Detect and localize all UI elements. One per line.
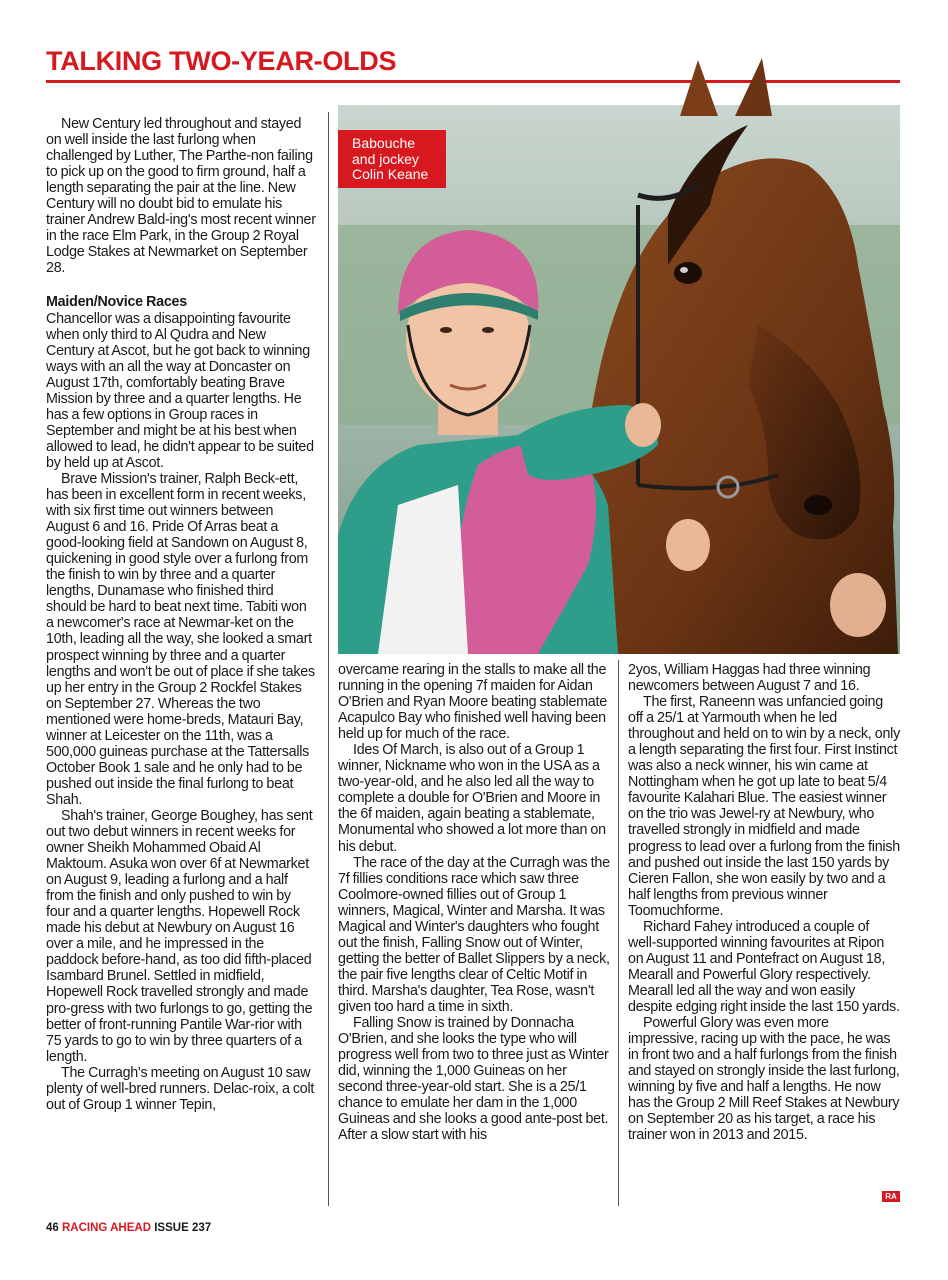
headline: TALKING TWO-YEAR-OLDS bbox=[46, 46, 397, 76]
caption-line: Colin Keane bbox=[352, 166, 429, 182]
page-footer bbox=[46, 1222, 211, 1234]
subheading: Maiden/Novice Races bbox=[46, 294, 187, 311]
horse-ears-overflow bbox=[640, 56, 800, 116]
paragraph: Chancellor was a disappointing favourite when only third to Al Qudra and New Century at Ascot, but he got back to winning ways with an all the way at Doncaster on August 17th, comfortably beating Brave Mission by three and a quarter lengths. He has a few options in Group races in September and might be at his best when allowed to lead, he didn't appear to be suited by held up at Ascot. bbox=[46, 310, 314, 471]
article-column-1 bbox=[46, 116, 316, 1113]
paragraph: Richard Fahey introduced a couple of well-supported winning favourites at Ripon on August 11 and Pontefract on August 18, Mearall and Powerful Glory respectively. Mearall led all the way and won easily despite edging right inside the last 150 yards. bbox=[628, 918, 900, 1015]
ra-end-mark-icon: RA bbox=[882, 1191, 900, 1202]
paragraph: The Curragh's meeting on August 10 saw plenty of well-bred runners. Delac-roix, a colt out of Group 1 winner Tepin, bbox=[46, 1064, 315, 1113]
paragraph: Powerful Glory was even more impressive, racing up with the pace, he was in front two and a half furlongs from the finish and stayed on strongly inside the last furlong, winning by five and half a lengths. He now has the Group 2 Mill Reef Stakes at Newbury on September 20 as his target, a race his trainer won in 2013 and 2015. bbox=[628, 1015, 900, 1144]
spacer bbox=[46, 276, 316, 294]
paragraph: Shah's trainer, George Boughey, has sent out two debut winners in recent weeks for owner Sheikh Mohammed Obaid Al Maktoum. Asuka won over 6f at Newmarket on August 9, leading a furlong and a half from the finish and only pushed to win by four and a quarter lengths. Hopewell Rock made his debut at Newbury on August 16 over a mile, and he impressed in the paddock before-hand, as too did fifth-placed Isambard Brunel. Settled in midfield, Hopewell Rock travelled strongly and made pro-gress with two furlongs to go, getting the better of front-running Pantile War-rior with 75 yards to go to win by three quarters of a length. bbox=[46, 807, 313, 1065]
paragraph: New Century led throughout and stayed on well inside the last furlong when challenged by Luther, The Parthe-non failing to pick up on the good to firm ground, half a length separating the pair at the line. New Century will no doubt bid to emulate his trainer Andrew Bald-ing's most recent winner in the race Elm Park, in the Group 2 Royal Lodge Stakes at Newmarket on September 28. bbox=[46, 116, 316, 277]
column-divider bbox=[328, 112, 329, 1206]
page-number: 46 bbox=[46, 1222, 59, 1234]
paragraph: Brave Mission's trainer, Ralph Beck-ett, has been in excellent form in recent weeks, with six first time out winners between August 6 and 16. Pride Of Arras beat a good-looking field at Sandown on August 8, quickening in good style over a furlong from the finish to win by three and a quarter lengths, Dunamase who finished third should be hard to beat next time. Tabiti won a newcomer's race at Newmar-ket on the 10th, leading all the way, she looked a smart prospect winning by three and a quarter lengths and won't be out of place if she takes up her entry in the Group 2 Rockfel Stakes on September 27. Whereas the two mentioned were home-breds, Matauri Bay, winner at Leicester on the 11th, was a 500,000 guineas purchase at the Tattersalls October Book 1 sale and he only had to be pushed out inside the final furlong to beat Shah. bbox=[46, 470, 315, 808]
issue-number: ISSUE 237 bbox=[154, 1222, 212, 1234]
publication-name: RACING AHEAD bbox=[62, 1222, 152, 1234]
paragraph: The first, Raneenn was unfancied going off a 25/1 at Yarmouth when he led throughout and held on to win by a neck, only a length separating the first four. First Instinct was also a neck winner, his win came at Nottingham when he got up late to beat 5/4 favourite Kalahari Blue. The easiest winner on the trio was Jewel-ry at Newbury, who travelled strongly in midfield and made progress to lead over a furlong from the finish and pushed out inside the last 150 yards by Cieren Fallon, she won easily by two and a half lengths from previous winner Toomuchforme. bbox=[628, 694, 900, 919]
paragraph: 2yos, William Haggas had three winning newcomers between August 7 and 16. bbox=[628, 662, 871, 695]
paragraph: overcame rearing in the stalls to make all the running in the opening 7f maiden for Aidan O'Brien and Ryan Moore beating stablemate Acapulco Bay who finished well having been held up for much of the race. bbox=[338, 662, 607, 743]
paragraph: The race of the day at the Curragh was the 7f fillies conditions race which saw three Coolmore-owned fillies out of Group 1 winners, Magical, Winter and Marsha. It was Magical and Winter's daughters who fought out the finish, Falling Snow out of Winter, getting the better of Ballet Slippers by a neck, the pair five lengths clear of Celtic Motif in third. Marsha's daughter, Tea Rose, wasn't given too hard a time in sixth. bbox=[338, 854, 610, 1015]
column-divider bbox=[618, 660, 619, 1206]
article-column-2 bbox=[338, 662, 610, 1143]
paragraph: Ides Of March, is also out of a Group 1 winner, Nickname who won in the USA as a two-year-old, and he also led all the way to complete a double for O'Brien and Moore in the 6f maiden, again beating a stablemate, Monumental who showed a lot more than on his debut. bbox=[338, 742, 606, 855]
caption-line: Babouche bbox=[352, 135, 416, 151]
photo-caption bbox=[338, 130, 446, 188]
caption-line: and jockey bbox=[352, 150, 419, 167]
paragraph: Falling Snow is trained by Donnacha O'Brien, and she looks the type who will progress well from two to three just as Winter did, winning the 1,000 Guineas on her second three-year-old start. She is a 25/1 chance to emulate her dam in the 1,000 Guineas and she looks a good ante-post bet. After a slow start with his bbox=[338, 1015, 609, 1144]
article-column-3 bbox=[628, 662, 900, 1143]
